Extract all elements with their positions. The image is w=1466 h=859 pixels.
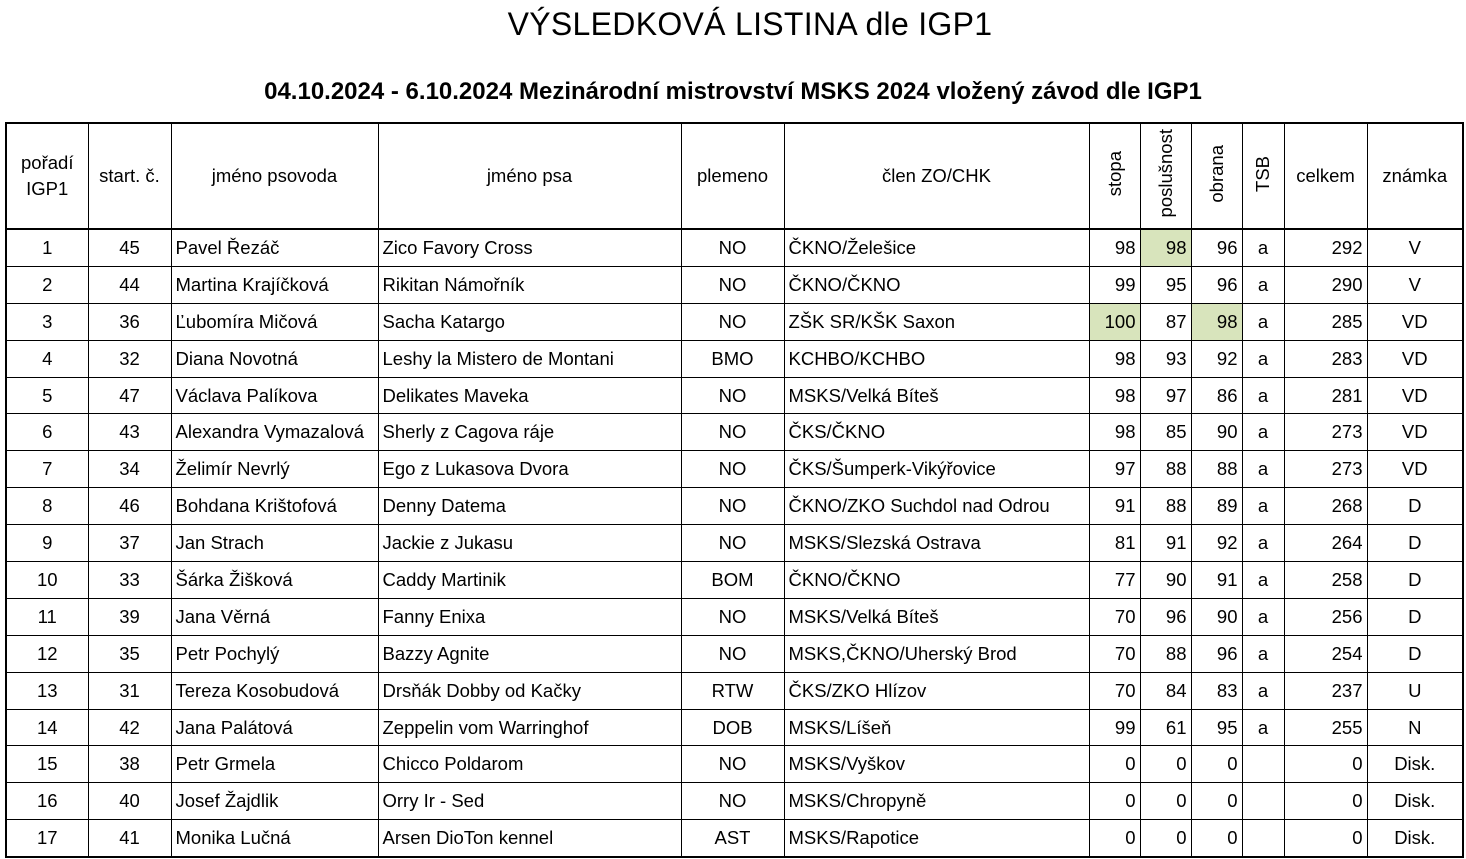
cell-obrana: 92: [1191, 525, 1242, 562]
cell-dog: Zico Favory Cross: [378, 229, 681, 266]
cell-grade: D: [1367, 635, 1463, 672]
cell-stopa: 70: [1089, 635, 1140, 672]
cell-handler: Tereza Kosobudová: [171, 672, 378, 709]
cell-breed: BMO: [681, 340, 784, 377]
cell-obrana: 95: [1191, 709, 1242, 746]
cell-club: MSKS/Líšeň: [784, 709, 1089, 746]
cell-poslusnost: 88: [1140, 451, 1191, 488]
cell-breed: NO: [681, 488, 784, 525]
cell-rank: 5: [6, 377, 88, 414]
cell-total: 0: [1284, 783, 1367, 820]
table-row: [6, 672, 1463, 709]
header-grade: známka: [1367, 123, 1463, 229]
cell-stopa: 91: [1089, 488, 1140, 525]
cell-total: 258: [1284, 562, 1367, 599]
cell-handler: Diana Novotná: [171, 340, 378, 377]
cell-dog: Zeppelin vom Warringhof: [378, 709, 681, 746]
cell-handler: Ľubomíra Mičová: [171, 303, 378, 340]
cell-poslusnost: 88: [1140, 635, 1191, 672]
cell-obrana: 83: [1191, 672, 1242, 709]
cell-grade: D: [1367, 488, 1463, 525]
cell-handler: Pavel Řezáč: [171, 229, 378, 266]
cell-handler: Václava Palíkova: [171, 377, 378, 414]
table-row: [6, 709, 1463, 746]
cell-grade: N: [1367, 709, 1463, 746]
cell-stopa: 98: [1089, 414, 1140, 451]
cell-breed: NO: [681, 266, 784, 303]
header-rank: pořadí IGP1: [6, 123, 88, 229]
cell-tsb: a: [1242, 635, 1284, 672]
cell-start: 32: [88, 340, 171, 377]
cell-rank: 1: [6, 229, 88, 266]
cell-breed: AST: [681, 820, 784, 857]
cell-grade: U: [1367, 672, 1463, 709]
cell-handler: Petr Grmela: [171, 746, 378, 783]
cell-stopa: 97: [1089, 451, 1140, 488]
table-row: [6, 377, 1463, 414]
cell-start: 38: [88, 746, 171, 783]
table-row: [6, 783, 1463, 820]
cell-poslusnost: 84: [1140, 672, 1191, 709]
cell-obrana: 0: [1191, 783, 1242, 820]
cell-obrana: 92: [1191, 340, 1242, 377]
cell-total: 292: [1284, 229, 1367, 266]
cell-tsb: a: [1242, 488, 1284, 525]
cell-grade: VD: [1367, 303, 1463, 340]
cell-grade: D: [1367, 562, 1463, 599]
cell-grade: VD: [1367, 451, 1463, 488]
cell-obrana: 89: [1191, 488, 1242, 525]
cell-dog: Ego z Lukasova Dvora: [378, 451, 681, 488]
cell-rank: 8: [6, 488, 88, 525]
cell-club: MSKS/Velká Bíteš: [784, 377, 1089, 414]
cell-grade: V: [1367, 266, 1463, 303]
cell-start: 45: [88, 229, 171, 266]
cell-club: MSKS/Vyškov: [784, 746, 1089, 783]
cell-stopa: 98: [1089, 377, 1140, 414]
cell-poslusnost: 85: [1140, 414, 1191, 451]
table-row: [6, 525, 1463, 562]
cell-poslusnost: 0: [1140, 783, 1191, 820]
cell-breed: BOM: [681, 562, 784, 599]
cell-tsb: a: [1242, 562, 1284, 599]
header-total: celkem: [1284, 123, 1367, 229]
cell-club: MSKS,ČKNO/Uherský Brod: [784, 635, 1089, 672]
table-row: [6, 340, 1463, 377]
cell-club: MSKS/Chropyně: [784, 783, 1089, 820]
cell-stopa: 99: [1089, 709, 1140, 746]
cell-obrana: 96: [1191, 229, 1242, 266]
cell-rank: 10: [6, 562, 88, 599]
cell-tsb: a: [1242, 672, 1284, 709]
cell-dog: Delikates Maveka: [378, 377, 681, 414]
header-handler: jméno psovoda: [171, 123, 378, 229]
cell-rank: 14: [6, 709, 88, 746]
cell-poslusnost: 90: [1140, 562, 1191, 599]
cell-handler: Želimír Nevrlý: [171, 451, 378, 488]
cell-handler: Šárka Žišková: [171, 562, 378, 599]
cell-rank: 12: [6, 635, 88, 672]
cell-dog: Chicco Poldarom: [378, 746, 681, 783]
results-table: [5, 122, 1464, 858]
cell-start: 42: [88, 709, 171, 746]
table-row: [6, 414, 1463, 451]
cell-handler: Alexandra Vymazalová: [171, 414, 378, 451]
cell-breed: DOB: [681, 709, 784, 746]
cell-handler: Josef Žajdlik: [171, 783, 378, 820]
table-row: [6, 635, 1463, 672]
cell-club: ČKNO/Želešice: [784, 229, 1089, 266]
cell-rank: 2: [6, 266, 88, 303]
cell-poslusnost: 98: [1140, 229, 1191, 266]
cell-dog: Rikitan Námořník: [378, 266, 681, 303]
header-poslusnost: poslušnost: [1140, 123, 1191, 229]
cell-rank: 16: [6, 783, 88, 820]
cell-breed: NO: [681, 746, 784, 783]
table-row: [6, 488, 1463, 525]
cell-dog: Leshy la Mistero de Montani: [378, 340, 681, 377]
cell-tsb: a: [1242, 525, 1284, 562]
cell-rank: 13: [6, 672, 88, 709]
cell-club: ČKNO/ZKO Suchdol nad Odrou: [784, 488, 1089, 525]
cell-breed: NO: [681, 525, 784, 562]
cell-breed: NO: [681, 229, 784, 266]
cell-grade: VD: [1367, 377, 1463, 414]
cell-obrana: 98: [1191, 303, 1242, 340]
cell-dog: Sacha Katargo: [378, 303, 681, 340]
cell-obrana: 90: [1191, 598, 1242, 635]
cell-tsb: [1242, 820, 1284, 857]
cell-club: KCHBO/KCHBO: [784, 340, 1089, 377]
cell-obrana: 90: [1191, 414, 1242, 451]
cell-total: 255: [1284, 709, 1367, 746]
cell-dog: Jackie z Jukasu: [378, 525, 681, 562]
cell-breed: NO: [681, 303, 784, 340]
cell-grade: D: [1367, 598, 1463, 635]
table-row: [6, 266, 1463, 303]
cell-poslusnost: 93: [1140, 340, 1191, 377]
header-tsb: TSB: [1242, 123, 1284, 229]
cell-stopa: 100: [1089, 303, 1140, 340]
cell-breed: NO: [681, 451, 784, 488]
cell-total: 237: [1284, 672, 1367, 709]
cell-tsb: a: [1242, 340, 1284, 377]
cell-start: 33: [88, 562, 171, 599]
cell-handler: Bohdana Krištofová: [171, 488, 378, 525]
cell-total: 0: [1284, 746, 1367, 783]
cell-poslusnost: 97: [1140, 377, 1191, 414]
cell-tsb: a: [1242, 414, 1284, 451]
cell-tsb: a: [1242, 598, 1284, 635]
cell-obrana: 96: [1191, 266, 1242, 303]
cell-club: ČKS/ZKO Hlízov: [784, 672, 1089, 709]
cell-total: 268: [1284, 488, 1367, 525]
cell-breed: NO: [681, 414, 784, 451]
table-row: [6, 451, 1463, 488]
cell-handler: Petr Pochylý: [171, 635, 378, 672]
cell-poslusnost: 0: [1140, 746, 1191, 783]
cell-total: 273: [1284, 451, 1367, 488]
header-start: start. č.: [88, 123, 171, 229]
cell-stopa: 81: [1089, 525, 1140, 562]
cell-tsb: a: [1242, 303, 1284, 340]
cell-tsb: [1242, 746, 1284, 783]
cell-rank: 3: [6, 303, 88, 340]
cell-obrana: 91: [1191, 562, 1242, 599]
cell-grade: Disk.: [1367, 746, 1463, 783]
cell-poslusnost: 0: [1140, 820, 1191, 857]
cell-total: 285: [1284, 303, 1367, 340]
cell-total: 264: [1284, 525, 1367, 562]
cell-start: 31: [88, 672, 171, 709]
cell-poslusnost: 91: [1140, 525, 1191, 562]
cell-handler: Jan Strach: [171, 525, 378, 562]
cell-tsb: a: [1242, 229, 1284, 266]
cell-stopa: 0: [1089, 746, 1140, 783]
cell-total: 256: [1284, 598, 1367, 635]
cell-stopa: 99: [1089, 266, 1140, 303]
header-dog: jméno psa: [378, 123, 681, 229]
cell-grade: V: [1367, 229, 1463, 266]
cell-breed: NO: [681, 598, 784, 635]
cell-tsb: a: [1242, 266, 1284, 303]
cell-breed: NO: [681, 635, 784, 672]
page-title: VÝSLEDKOVÁ LISTINA dle IGP1: [507, 6, 993, 42]
cell-start: 39: [88, 598, 171, 635]
header-stopa: stopa: [1089, 123, 1140, 229]
cell-grade: VD: [1367, 414, 1463, 451]
header-club: člen ZO/CHK: [784, 123, 1089, 229]
cell-stopa: 70: [1089, 672, 1140, 709]
cell-grade: D: [1367, 525, 1463, 562]
cell-obrana: 0: [1191, 820, 1242, 857]
cell-start: 37: [88, 525, 171, 562]
cell-handler: Jana Palátová: [171, 709, 378, 746]
cell-club: ČKNO/ČKNO: [784, 266, 1089, 303]
cell-start: 35: [88, 635, 171, 672]
table-row: [6, 820, 1463, 857]
table-row: [6, 229, 1463, 266]
cell-breed: NO: [681, 783, 784, 820]
cell-total: 254: [1284, 635, 1367, 672]
header-obrana: obrana: [1191, 123, 1242, 229]
cell-start: 47: [88, 377, 171, 414]
cell-rank: 4: [6, 340, 88, 377]
cell-stopa: 98: [1089, 340, 1140, 377]
cell-start: 36: [88, 303, 171, 340]
cell-stopa: 0: [1089, 820, 1140, 857]
cell-dog: Sherly z Cagova ráje: [378, 414, 681, 451]
cell-tsb: a: [1242, 709, 1284, 746]
header-row: [6, 123, 1463, 229]
cell-club: ČKNO/ČKNO: [784, 562, 1089, 599]
cell-rank: 15: [6, 746, 88, 783]
cell-dog: Denny Datema: [378, 488, 681, 525]
cell-rank: 11: [6, 598, 88, 635]
cell-grade: Disk.: [1367, 820, 1463, 857]
cell-dog: Arsen DioTon kennel: [378, 820, 681, 857]
cell-rank: 7: [6, 451, 88, 488]
cell-club: MSKS/Slezská Ostrava: [784, 525, 1089, 562]
cell-total: 290: [1284, 266, 1367, 303]
cell-dog: Fanny Enixa: [378, 598, 681, 635]
cell-club: ZŠK SR/KŠK Saxon: [784, 303, 1089, 340]
cell-stopa: 98: [1089, 229, 1140, 266]
cell-club: MSKS/Velká Bíteš: [784, 598, 1089, 635]
cell-dog: Caddy Martinik: [378, 562, 681, 599]
cell-start: 46: [88, 488, 171, 525]
cell-poslusnost: 88: [1140, 488, 1191, 525]
cell-handler: Martina Krajíčková: [171, 266, 378, 303]
cell-tsb: [1242, 783, 1284, 820]
cell-poslusnost: 96: [1140, 598, 1191, 635]
table-row: [6, 562, 1463, 599]
cell-handler: Jana Věrná: [171, 598, 378, 635]
cell-poslusnost: 61: [1140, 709, 1191, 746]
cell-rank: 6: [6, 414, 88, 451]
cell-dog: Orry Ir - Sed: [378, 783, 681, 820]
cell-obrana: 86: [1191, 377, 1242, 414]
cell-dog: Bazzy Agnite: [378, 635, 681, 672]
cell-total: 283: [1284, 340, 1367, 377]
cell-handler: Monika Lučná: [171, 820, 378, 857]
cell-total: 0: [1284, 820, 1367, 857]
cell-club: ČKS/Šumperk-Vikýřovice: [784, 451, 1089, 488]
cell-breed: RTW: [681, 672, 784, 709]
cell-rank: 9: [6, 525, 88, 562]
cell-start: 34: [88, 451, 171, 488]
cell-poslusnost: 87: [1140, 303, 1191, 340]
cell-stopa: 77: [1089, 562, 1140, 599]
cell-tsb: a: [1242, 451, 1284, 488]
cell-poslusnost: 95: [1140, 266, 1191, 303]
header-breed: plemeno: [681, 123, 784, 229]
cell-grade: VD: [1367, 340, 1463, 377]
page-subtitle: 04.10.2024 - 6.10.2024 Mezinárodní mistrovství MSKS 2024 vložený závod dle IGP1: [264, 78, 1202, 105]
cell-dog: Drsňák Dobby od Kačky: [378, 672, 681, 709]
cell-start: 43: [88, 414, 171, 451]
table-row: [6, 598, 1463, 635]
cell-obrana: 96: [1191, 635, 1242, 672]
cell-start: 44: [88, 266, 171, 303]
cell-obrana: 88: [1191, 451, 1242, 488]
cell-rank: 17: [6, 820, 88, 857]
table-row: [6, 303, 1463, 340]
cell-start: 40: [88, 783, 171, 820]
table-row: [6, 746, 1463, 783]
cell-total: 273: [1284, 414, 1367, 451]
cell-tsb: a: [1242, 377, 1284, 414]
cell-stopa: 0: [1089, 783, 1140, 820]
cell-club: ČKS/ČKNO: [784, 414, 1089, 451]
cell-breed: NO: [681, 377, 784, 414]
cell-stopa: 70: [1089, 598, 1140, 635]
cell-start: 41: [88, 820, 171, 857]
cell-grade: Disk.: [1367, 783, 1463, 820]
cell-club: MSKS/Rapotice: [784, 820, 1089, 857]
cell-obrana: 0: [1191, 746, 1242, 783]
cell-total: 281: [1284, 377, 1367, 414]
